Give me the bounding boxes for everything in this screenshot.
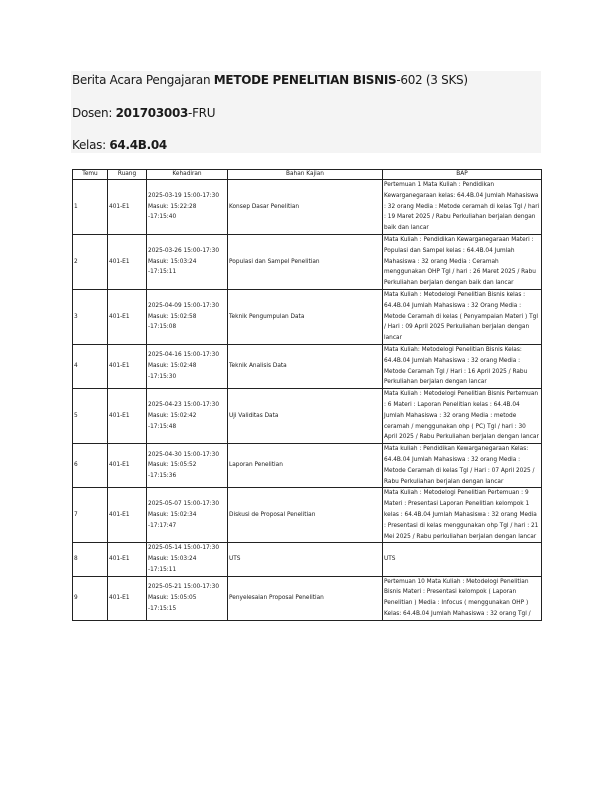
cell-bap: Pertemuan 1 Mata Kuliah : Pendidikan Kewarganegaraan kelas: 64.4B.04 Jumlah Mahasiswa : 32 orang Media : Metode ceramah di kelas Tgl / hari : 19 Maret 2025 / Rabu Perkuliahan berjalan dengan baik dan lancar [383,180,542,235]
schedule-time: 2025-05-21 15:00-17:30 [148,584,220,591]
table-row [73,180,542,235]
cell-bahan-kajian: Konsep Dasar Penelitian [228,180,383,235]
table-row [73,543,542,576]
cell-bahan-kajian: Diskusi de Proposal Penelitian [228,488,383,543]
cell-bap: Mata kuliah : Pendidikan Kewarganegaraan Kelas: 64.4B.04 Jumlah Mahasiswa : 32 orang Media : Metode Ceramah di kelas Tgl / Hari : 07 April 2025 / Rabu Perkuliahan berjalan dengan lancar [383,444,542,488]
lecturer-label: Dosen: [72,106,116,120]
course-code: -602 (3 SKS) [396,73,468,87]
cell-kehadiran [147,576,228,620]
attendance-table [72,169,542,621]
check-in-time: Masuk: 15:02:42 -17:15:48 [148,412,197,430]
cell-kehadiran [147,344,228,388]
cell-bahan-kajian: Populasi dan Sampel Penelitian [228,234,383,289]
column-header-bahan-kajian: Bahan Kajian [228,170,383,180]
check-in-time: Masuk: 15:02:48 -17:15:30 [148,363,197,380]
report-header [71,71,541,153]
cell-temu: 7 [73,488,108,543]
check-in-time: Masuk: 15:05:05 -17:15:15 [148,594,197,612]
cell-temu: 1 [73,180,108,235]
schedule-time: 2025-03-19 15:00-17:30 [148,192,220,199]
table-row [73,234,542,289]
cell-bap: Pertemuan 10 Mata Kuliah : Metodelogi Penelitian Bisnis Materi : Presentasi kelompok ( Laporan Penelitian ) Media : Infocus ( menggunakan OHP ) Kelas: 64.4B.04 Jumlah Mahasiswa : 32 orang Tgl / [383,576,542,620]
cell-bap: Mata Kuliah: Metodelogi Penelitian Bisnis Kelas: 64.4B.04 Jumlah Mahasiswa : 32 orang Media : Metode Ceramah Tgl / Hari : 16 April 2025 / Rabu Perkuliahan berjalan dengan lancar [383,344,542,388]
table-row [73,444,542,488]
cell-ruang: 401-E1 [108,543,147,576]
cell-ruang: 401-E1 [108,289,147,344]
cell-ruang: 401-E1 [108,444,147,488]
cell-bap: Mata Kuliah : Metodelogi Penelitian Pertemuan : 9 Materi : Presentasi Laporan Penelitian kelompok 1 kelas : 64.4B.04 Jumlah Mahasiswa : 32 orang Media : Presentasi di kelas menggunakan ohp Tgl / hari : 21 Mei 2025 / Rabu perkuliahan berjalan dengan lancar [383,488,542,543]
schedule-time: 2025-04-16 15:00-17:30 [148,352,220,359]
check-in-time: Masuk: 15:02:58 -17:15:08 [148,313,197,331]
schedule-time: 2025-05-07 15:00-17:30 [148,501,220,508]
cell-bap: UTS [383,543,542,576]
check-in-time: Masuk: 15:02:34 -17:17:47 [148,511,197,529]
column-header-temu: Temu [73,170,108,180]
schedule-time: 2025-04-23 15:00-17:30 [148,401,220,408]
schedule-time: 2025-03-26 15:00-17:30 [148,247,220,254]
table-row [73,344,542,388]
table-row [73,576,542,620]
course-name: METODE PENELITIAN BISNIS [213,73,397,87]
cell-temu: 8 [73,543,108,576]
column-header-ruang: Ruang [108,170,147,180]
cell-kehadiran [147,488,228,543]
cell-temu: 3 [73,289,108,344]
cell-ruang: 401-E1 [108,234,147,289]
lecturer-id: 201703003 [115,106,189,120]
cell-ruang: 401-E1 [108,389,147,444]
cell-ruang: 401-E1 [108,180,147,235]
lecturer-line [72,106,215,120]
cell-bahan-kajian: Uji Validitas Data [228,389,383,444]
cell-ruang: 401-E1 [108,576,147,620]
cell-ruang: 401-E1 [108,344,147,388]
check-in-time: Masuk: 15:03:24 -17:15:11 [148,258,197,276]
cell-bahan-kajian: Teknik Analisis Data [228,344,383,388]
lecturer-code: -FRU [188,106,216,120]
cell-temu: 5 [73,389,108,444]
cell-kehadiran [147,234,228,289]
cell-bahan-kajian: Teknik Pengumpulan Data [228,289,383,344]
check-in-time: Masuk: 15:03:24 -17:15:11 [148,556,197,573]
cell-kehadiran [147,180,228,235]
table-row [73,289,542,344]
table-header-row [73,170,542,180]
column-header-kehadiran: Kehadiran [147,170,228,180]
class-value: 64.4B.04 [109,138,167,152]
cell-ruang: 401-E1 [108,488,147,543]
cell-bap: Mata Kuliah : Pendidikan Kewarganegaraan Materi : Populasi dan Sampel kelas : 64.4B.04 Jumlah Mahasiswa : 32 orang Media : Ceramah menggunakan OHP Tgl / hari : 26 Maret 2025 / Rabu Perkuliahan berjalan dengan baik dan lancar [383,234,542,289]
cell-bap: Mata Kuliah : Metodelogi Penelitian Bisnis kelas : 64.4B.04 Jumlah Mahasiswa : 32 Orang Media : Metode Ceramah di kelas ( Penyampaian Materi ) Tgl / Hari : 09 April 2025 Perkuliahan berjalan dengan lancar [383,289,542,344]
cell-kehadiran [147,389,228,444]
schedule-time: 2025-04-30 15:00-17:30 [148,451,220,458]
cell-temu: 6 [73,444,108,488]
cell-kehadiran [147,289,228,344]
schedule-time: 2025-04-09 15:00-17:30 [148,302,220,309]
class-label: Kelas: [72,138,110,152]
check-in-time: Masuk: 15:22:28 -17:15:40 [148,203,197,221]
cell-kehadiran [147,543,228,576]
cell-temu: 2 [73,234,108,289]
class-line [72,138,167,152]
cell-temu: 9 [73,576,108,620]
column-header-bap: BAP [383,170,542,180]
cell-bahan-kajian: Laporan Penelitian [228,444,383,488]
report-title [72,73,468,87]
cell-temu: 4 [73,344,108,388]
cell-bap: Mata Kuliah : Metodelogi Penelitian Bisnis Pertemuan : 6 Materi : Laporan Penelitian kelas : 64.4B.04 Jumlah Mahasiswa : 32 orang Media : metode ceramah / menggunakan ohp ( PC) Tgl / hari : 30 April 2025 / Rabu Perkuliahan berjalan dengan lancar [383,389,542,444]
table-row [73,389,542,444]
title-prefix: Berita Acara Pengajaran [72,73,214,87]
table-row [73,488,542,543]
schedule-time: 2025-05-14 15:00-17:30 [148,545,220,552]
cell-kehadiran [147,444,228,488]
check-in-time: Masuk: 15:05:52 -17:15:36 [148,462,197,480]
cell-bahan-kajian: Penyelesaian Proposal Penelitian [228,576,383,620]
cell-bahan-kajian: UTS [228,543,383,576]
